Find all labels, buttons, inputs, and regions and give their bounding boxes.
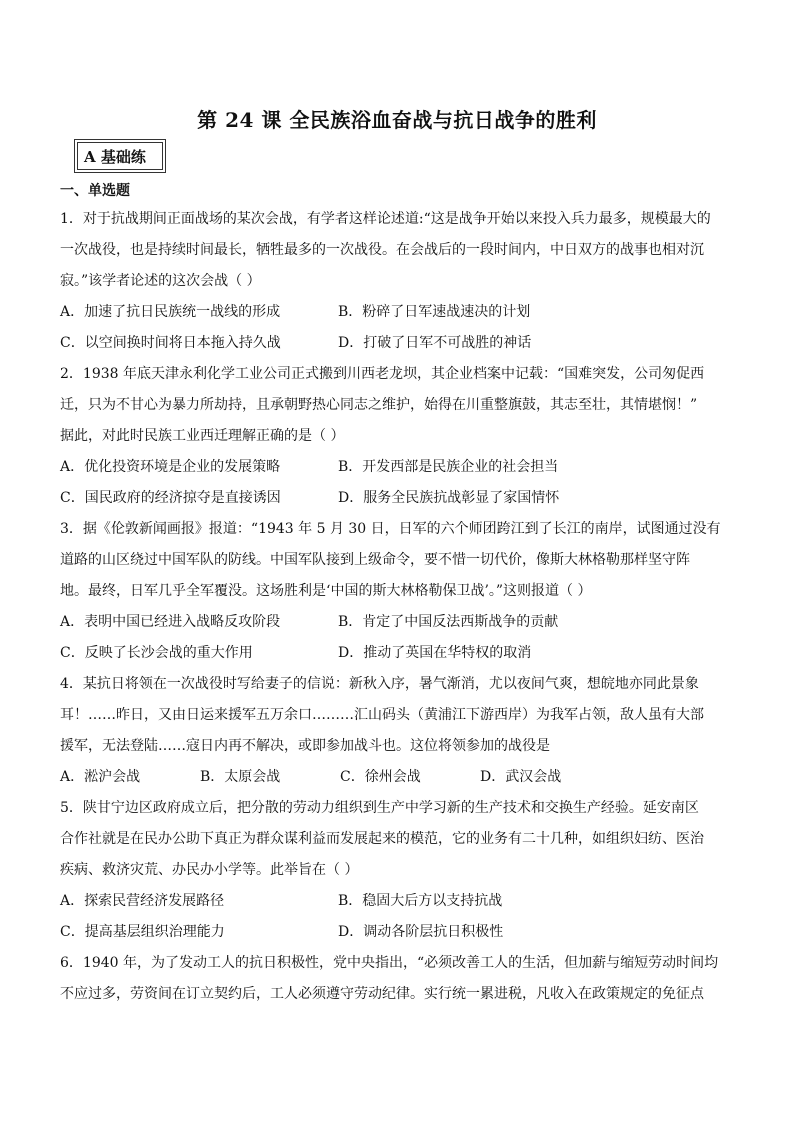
question	[60, 793, 740, 948]
question-text-line: 2．1938 年底天津永利化学工业公司正式搬到川西老龙坝，其企业档案中记载：“国难突发，公司匆促西	[60, 366, 705, 382]
question-text-line: 耳！……昨日，又由日运来援军五万余口………汇山码头（黄浦江下游西岸）为我军占领，敌人虽有大部	[60, 707, 704, 723]
option-c[interactable]: C．国民政府的经济掠夺是直接诱因	[60, 490, 281, 506]
question-text-line: 道路的山区绕过中国军队的防线。中国军队接到上级命令，要不惜一切代价，像斯大林格勒那样坚守阵	[60, 552, 690, 568]
option-d[interactable]: D．打破了日军不可战胜的神话	[338, 335, 532, 351]
option-row	[60, 483, 740, 514]
section-heading: 一、单选题	[60, 183, 130, 199]
question-text-line: 5．陕甘宁边区政府成立后，把分散的劳动力组织到生产中学习新的生产技术和交换生产经验。延安南区	[60, 800, 699, 816]
option-d[interactable]: D．调动各阶层抗日积极性	[338, 924, 504, 940]
option-b[interactable]: B．粉碎了日军速战速决的计划	[338, 304, 531, 320]
question	[60, 948, 740, 1010]
question-text-line: 3．据《伦敦新闻画报》报道：“1943 年 5 月 30 日，日军的六个师团跨江到了长江的南岸，试图通过没有	[60, 521, 721, 537]
question	[60, 669, 740, 793]
option-row	[60, 638, 740, 669]
option-b[interactable]: B．肯定了中国反法西斯战争的贡献	[338, 614, 559, 630]
question-text-line: 地。最终，日军几乎全军覆没。这场胜利是‘中国的斯大林格勒保卫战’。”这则报道（ ）	[60, 583, 592, 599]
option-a[interactable]: A．探索民营经济发展路径	[60, 893, 225, 909]
questions	[60, 204, 740, 1010]
question	[60, 514, 740, 669]
question-text-line: 寂。”该学者论述的这次会战（ ）	[60, 273, 261, 289]
option-row	[60, 762, 740, 793]
option-c[interactable]: C．徐州会战	[340, 769, 421, 785]
section-tag-box	[74, 139, 166, 173]
option-row	[60, 917, 740, 948]
option-row	[60, 297, 740, 328]
option-a[interactable]: A．淞沪会战	[60, 769, 141, 785]
question-text-line: 迁，只为不甘心为暴力所劫持，且承朝野热心同志之维护，始得在川重整旗鼓，其志至壮，其情堪悯！”	[60, 397, 698, 413]
option-d[interactable]: D．推动了英国在华特权的取消	[338, 645, 532, 661]
option-c[interactable]: C．提高基层组织治理能力	[60, 924, 225, 940]
option-row	[60, 607, 740, 638]
section-tag-label: A 基础练	[77, 142, 163, 170]
option-row	[60, 328, 740, 359]
question	[60, 204, 740, 359]
option-row	[60, 452, 740, 483]
option-c[interactable]: C．以空间换时间将日本拖入持久战	[60, 335, 281, 351]
question-text-line: 援军，无法登陆……寇日内再不解决，或即参加战斗也。这位将领参加的战役是	[60, 738, 550, 754]
option-c[interactable]: C．反映了长沙会战的重大作用	[60, 645, 253, 661]
question-text-line: 合作社就是在民办公助下真正为群众谋利益而发展起来的模范，它的业务有二十几种，如组织妇纺、医治	[60, 831, 704, 847]
question-text-line: 疾病、救济灾荒、办民办小学等。此举旨在（ ）	[60, 862, 359, 878]
option-b[interactable]: B．太原会战	[200, 769, 281, 785]
option-a[interactable]: A．表明中国已经进入战略反攻阶段	[60, 614, 281, 630]
option-row	[60, 886, 740, 917]
option-a[interactable]: A．优化投资环境是企业的发展策略	[60, 459, 281, 475]
question	[60, 359, 740, 514]
page-title: 第 24 课 全民族浴血奋战与抗日战争的胜利	[197, 108, 597, 132]
option-b[interactable]: B．开发西部是民族企业的社会担当	[338, 459, 559, 475]
question-text-line: 6．1940 年，为了发动工人的抗日积极性，党中央指出，“必须改善工人的生活，但加薪与缩短劳动时间均	[60, 955, 719, 971]
question-text-line: 据此，对此时民族工业西迁理解正确的是（ ）	[60, 428, 345, 444]
option-d[interactable]: D．武汉会战	[480, 769, 562, 785]
option-b[interactable]: B．稳固大后方以支持抗战	[338, 893, 503, 909]
option-a[interactable]: A．加速了抗日民族统一战线的形成	[60, 304, 281, 320]
question-text-line: 一次战役，也是持续时间最长，牺牲最多的一次战役。在会战后的一段时间内，中日双方的战事也相对沉	[60, 242, 704, 258]
question-text-line: 不应过多，劳资间在订立契约后，工人必须遵守劳动纪律。实行统一累进税，凡收入在政策规定的免征点	[60, 986, 704, 1002]
question-text-line: 1．对于抗战期间正面战场的某次会战，有学者这样论述道:“这是战争开始以来投入兵力最多，规模最大的	[60, 211, 711, 227]
option-d[interactable]: D．服务全民族抗战彰显了家国情怀	[338, 490, 560, 506]
question-text-line: 4．某抗日将领在一次战役时写给妻子的信说：新秋入序，暑气渐消，尤以夜间气爽，想皖地亦同此景象	[60, 676, 699, 692]
